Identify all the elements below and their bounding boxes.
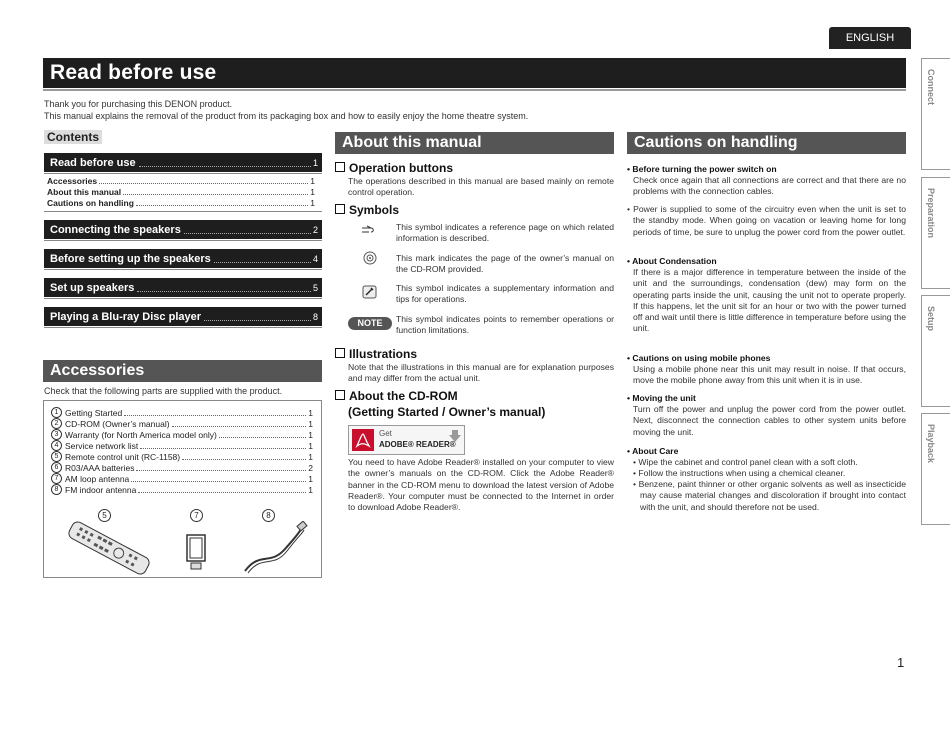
toc-divider bbox=[44, 327, 322, 328]
accessory-item: 5 Remote control unit (RC-1158) 1 bbox=[51, 451, 313, 462]
title-divider bbox=[43, 89, 906, 91]
toc-sub-accessories[interactable] bbox=[47, 176, 315, 186]
toc-divider bbox=[44, 240, 322, 241]
caution-moving-heading: • Moving the unit bbox=[627, 393, 696, 403]
accessory-item: 3 Warranty (for North America model only) 1 bbox=[51, 429, 313, 440]
pointing-hand-icon bbox=[361, 223, 377, 237]
caution-power-switch-heading: • Before turning the power switch on bbox=[627, 164, 777, 174]
accessory-item: 2 CD-ROM (Owner’s manual) 1 bbox=[51, 418, 313, 429]
toc-divider bbox=[44, 173, 322, 174]
figure-label-am-antenna: 7 bbox=[190, 509, 203, 522]
language-tab[interactable]: ENGLISH bbox=[829, 27, 911, 49]
caution-mobile-text: Using a mobile phone near this unit may result in noise. If that occurs, move the mobile phone away from this unit when it is in use. bbox=[633, 364, 906, 386]
toc-divider bbox=[44, 211, 322, 212]
toc-read-before-use[interactable] bbox=[44, 153, 322, 172]
intro-line-1: Thank you for purchasing this DENON product. bbox=[44, 99, 233, 109]
caution-condensation-heading: • About Condensation bbox=[627, 256, 717, 266]
contents-heading: Contents bbox=[44, 130, 102, 144]
adobe-get-label: Get bbox=[379, 429, 392, 438]
accessories-heading: Accessories bbox=[43, 360, 322, 382]
toc-sub-label: Accessories bbox=[47, 176, 98, 186]
symbol-note-text: This symbol indicates points to remember operations or function limitations. bbox=[396, 314, 614, 336]
caution-standby-text: • Power is supplied to some of the circuitry even when the unit is set to the standby mode. When going on vacation or leaving home for long periods of time, be sure to unplug the power cord from the power outlet. bbox=[627, 204, 906, 237]
intro-line-2: This manual explains the removal of the product from its packaging box and how to easily enjoy the home theatre system. bbox=[44, 111, 529, 121]
illustrations-heading: Illustrations bbox=[335, 347, 417, 361]
toc-sub-cautions[interactable] bbox=[47, 198, 315, 208]
toc-sub-page: 1 bbox=[310, 176, 315, 186]
caution-power-switch-text: Check once again that all connections are correct and that there are no problems with the connection cables. bbox=[633, 175, 906, 197]
toc-playing-bluray[interactable] bbox=[44, 307, 322, 326]
care-item-1: • Wipe the cabinet and control panel clean with a soft cloth. bbox=[633, 457, 858, 467]
toc-label: Playing a Blu-ray Disc player bbox=[50, 310, 202, 323]
accessories-intro: Check that the following parts are supplied with the product. bbox=[44, 386, 283, 396]
toc-page: 2 bbox=[312, 224, 318, 235]
toc-sub-label: Cautions on handling bbox=[47, 198, 134, 208]
accessory-item: 8 FM indoor antenna 1 bbox=[51, 484, 313, 495]
side-tab-setup[interactable]: Setup bbox=[921, 295, 950, 407]
toc-divider bbox=[44, 269, 322, 270]
side-tab-playback[interactable]: Playback bbox=[921, 413, 950, 525]
toc-connecting-speakers[interactable] bbox=[44, 220, 322, 239]
operation-buttons-heading: Operation buttons bbox=[335, 161, 453, 175]
symbol-reference-text: This symbol indicates a reference page on which related information is described. bbox=[396, 222, 614, 244]
toc-page: 4 bbox=[312, 253, 318, 264]
symbols-heading: Symbols bbox=[335, 203, 399, 217]
toc-set-up-speakers[interactable] bbox=[44, 278, 322, 297]
operation-buttons-text: The operations described in this manual are based mainly on remote control operation. bbox=[348, 176, 614, 198]
am-loop-antenna-image bbox=[181, 531, 211, 573]
toc-sub-page: 1 bbox=[310, 187, 315, 197]
accessories-box bbox=[43, 400, 322, 578]
side-tab-preparation[interactable]: Preparation bbox=[921, 177, 950, 289]
note-badge: NOTE bbox=[348, 317, 392, 330]
cdrom-text: You need to have Adobe Reader® installed on your computer to view the owner’s manuals on the CD-ROM. Click the Adobe Reader® banner in the CD-ROM menu to download the latest version of Adobe Reader®. Your computer must be connected to the Internet in order to download Adobe Reader®. bbox=[348, 457, 614, 513]
cautions-heading: Cautions on handling bbox=[627, 132, 906, 154]
toc-sub-about-manual[interactable] bbox=[47, 187, 315, 197]
figure-label-remote: 5 bbox=[98, 509, 111, 522]
caution-moving-text: Turn off the power and unplug the power cord from the power outlet. Next, disconnect the connection cables to other system units before moving the unit. bbox=[633, 404, 906, 437]
toc-label: Connecting the speakers bbox=[50, 223, 181, 236]
illustrations-text: Note that the illustrations in this manual are for explanation purposes and may differ from the actual unit. bbox=[348, 362, 614, 384]
toc-page: 1 bbox=[312, 157, 318, 168]
adobe-reader-banner[interactable] bbox=[348, 425, 465, 455]
toc-label: Set up speakers bbox=[50, 281, 135, 294]
download-arrow-icon bbox=[449, 429, 461, 443]
toc-sub-page: 1 bbox=[310, 198, 315, 208]
fm-antenna-image bbox=[240, 521, 310, 576]
cdrom-heading: About the CD-ROM bbox=[335, 389, 458, 403]
page-title: Read before use bbox=[50, 61, 217, 84]
accessory-item: 7 AM loop antenna 1 bbox=[51, 473, 313, 484]
toc-label: Read before use bbox=[50, 156, 136, 169]
accessory-item: 1 Getting Started 1 bbox=[51, 407, 313, 418]
figure-label-fm-antenna: 8 bbox=[262, 509, 275, 522]
remote-control-image bbox=[64, 521, 154, 576]
accessory-item: 6 R03/AAA batteries 2 bbox=[51, 462, 313, 473]
care-item-3: • Benzene, paint thinner or other organic solvents as well as insecticide may cause material changes and discoloration if brought into contact with the unit, and should therefore not be used. bbox=[633, 479, 906, 512]
page-number: 1 bbox=[897, 655, 905, 670]
adobe-reader-label: ADOBE® READER® bbox=[379, 440, 456, 449]
caution-condensation-text: If there is a major difference in temperature between the inside of the unit and the surroundings, condensation (dew) may form on the operating parts inside the unit, causing the unit not to operate properly. If this happens, let the unit sit for an hour or two with the power turned off and wait until there is little difference in temperature before using the unit. bbox=[633, 267, 906, 334]
care-item-2: • Follow the instructions when using a chemical cleaner. bbox=[633, 468, 846, 478]
toc-before-setting-up[interactable] bbox=[44, 249, 322, 268]
caution-mobile-heading: • Cautions on using mobile phones bbox=[627, 353, 771, 363]
symbol-tips-text: This symbol indicates a supplementary information and tips for operations. bbox=[396, 283, 614, 305]
toc-divider bbox=[44, 298, 322, 299]
toc-page: 8 bbox=[312, 311, 318, 322]
adobe-logo-icon bbox=[352, 429, 374, 451]
accessory-item: 4 Service network list 1 bbox=[51, 440, 313, 451]
toc-label: Before setting up the speakers bbox=[50, 252, 211, 265]
about-manual-heading: About this manual bbox=[335, 132, 614, 154]
tips-icon bbox=[362, 285, 378, 299]
title-bar bbox=[43, 58, 906, 88]
side-tab-connect[interactable]: Connect bbox=[921, 58, 950, 170]
cd-rom-icon bbox=[362, 251, 378, 265]
toc-page: 5 bbox=[312, 282, 318, 293]
cdrom-subheading: (Getting Started / Owner’s manual) bbox=[348, 405, 546, 419]
symbol-cdrom-text: This mark indicates the page of the owner’s manual on the CD-ROM provided. bbox=[396, 253, 614, 275]
caution-care-heading: • About Care bbox=[627, 446, 679, 456]
toc-sub-label: About this manual bbox=[47, 187, 122, 197]
